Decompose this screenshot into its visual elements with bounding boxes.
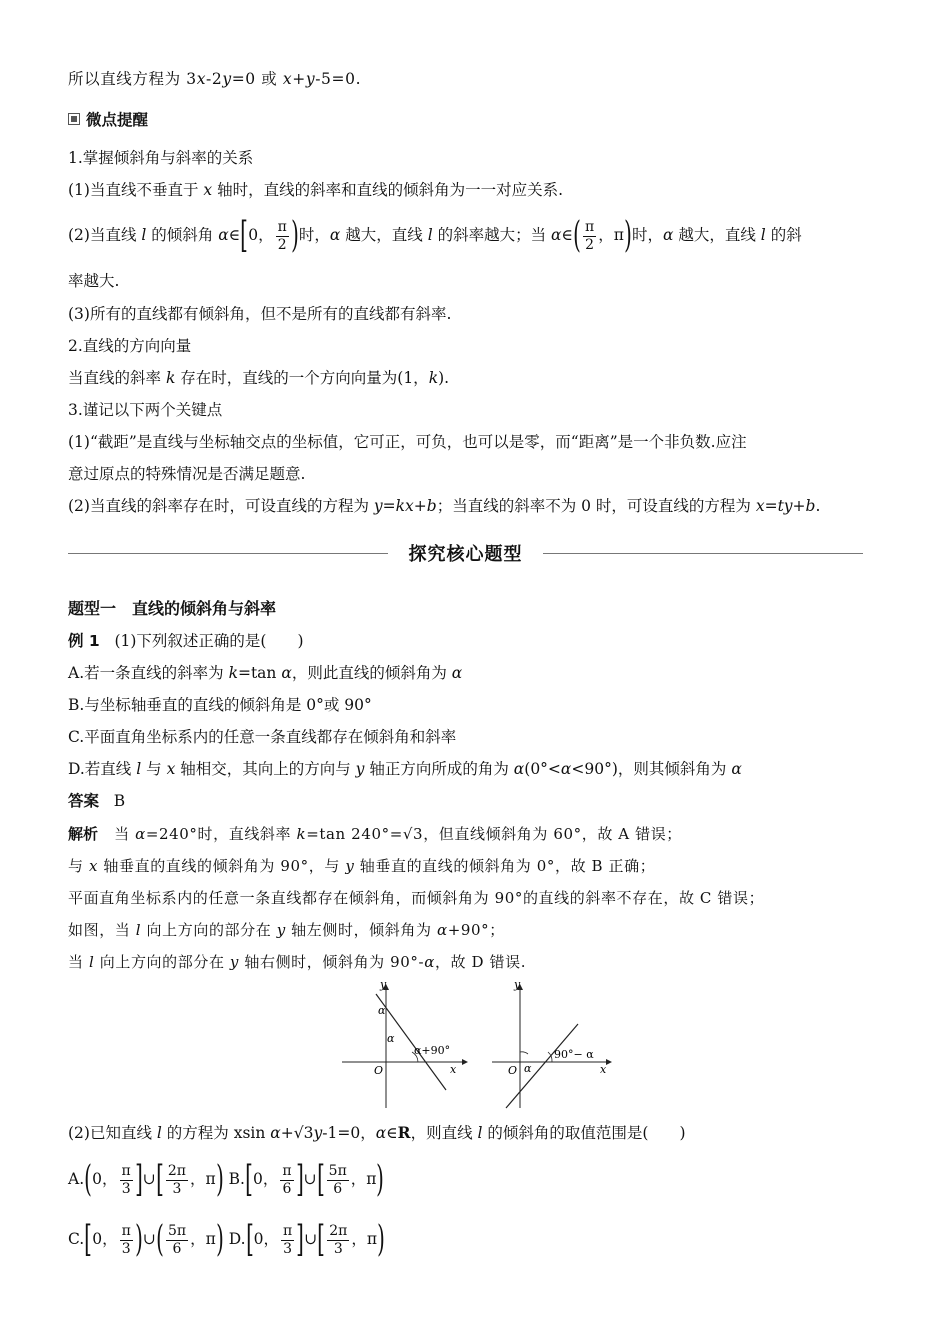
analysis-line-5: 当 l 向上方向的部分在 y 轴右侧时，倾斜角为 90°-α，故 D 错误. — [68, 953, 527, 971]
section-title: 探究核心题型 — [408, 544, 523, 565]
fraction: $\frac{\pi}{2}$ — [585, 218, 595, 253]
fraction: $\frac{\pi}{2}$ — [277, 218, 287, 253]
tip-line-11: (2)当直线的斜率存在时，可设直线的方程为 y=kx+b；当直线的斜率不为 0 时，可设直线的方程为 x=ty+b. — [68, 497, 821, 515]
tip-line-9: (1)“截距”是直线与坐标轴交点的坐标值，它可正，可负，也可以是零，而“距离”是一个非负数.应注 — [68, 433, 747, 451]
tip-line-7: 当直线的斜率 k 存在时，直线的一个方向向量为(1，k). — [68, 369, 450, 387]
y-label: y — [514, 980, 521, 991]
section-header — [68, 540, 863, 570]
x-axis-arrow-icon — [462, 1059, 468, 1065]
options-row-2 — [68, 1216, 385, 1262]
analysis-line-2: 与 x 轴垂直的直线的倾斜角为 90°，与 y 轴垂直的直线的倾斜角为 0°，故 B 正确； — [68, 857, 656, 875]
tip-line-4: 率越大. — [68, 272, 120, 290]
x-label: x — [450, 1063, 457, 1076]
y-label: y — [380, 980, 387, 991]
figure-right-line — [488, 980, 618, 1110]
answer-line: 答案 B — [68, 792, 126, 810]
analysis-line-4: 如图，当 l 向上方向的部分在 y 轴左侧时，倾斜角为 α+90°； — [68, 921, 505, 939]
x-axis-arrow-icon — [606, 1059, 612, 1065]
tip-line-8: 3.谨记以下两个关键点 — [68, 401, 223, 419]
x-label: x — [600, 1063, 607, 1076]
angle-arc — [520, 1052, 528, 1054]
options-row-1 — [68, 1156, 385, 1202]
tip-line-3: (2)当直线 l 的倾斜角 α∈[0， $\frac{\pi}{2}$ )时，α 越大，直线 l 的斜率越大；当 α∈( $\frac{\pi}{2}$ ，π)时，α 越大，直线 l 的斜 — [68, 215, 802, 256]
angle-label: α — [378, 1004, 386, 1017]
tip-heading: 微点提醒 — [68, 108, 148, 130]
angle-label: α — [387, 1032, 395, 1045]
angle-label: α — [524, 1062, 532, 1075]
tip-line-6: 2.直线的方向向量 — [68, 337, 192, 355]
question-type-title: 题型一 直线的倾斜角与斜率 — [68, 599, 277, 618]
origin-label: O — [374, 1064, 384, 1077]
option-a-range: A.(0， $\frac{\pi}{3}$ ]∪[ $\frac{2\pi}{3}$ ，π) — [68, 1159, 224, 1200]
option-c: C.平面直角坐标系内的任意一条直线都存在倾斜角和斜率 — [68, 728, 457, 746]
option-a: A.若一条直线的斜率为 k=tan α，则此直线的倾斜角为 α — [68, 664, 463, 682]
angle-label: α+90° — [414, 1044, 451, 1057]
option-b-range: B.[0， $\frac{\pi}{6}$ ]∪[ $\frac{5\pi}{6}$ ，π) — [228, 1159, 385, 1200]
option-b: B.与坐标轴垂直的直线的倾斜角是 0°或 90° — [68, 696, 372, 714]
analysis-line-1: 解析 当 α=240°时，直线斜率 k=tan 240°=√3，但直线倾斜角为 60°，故 A 错误； — [68, 825, 682, 843]
option-c-range: C.[0， $\frac{\pi}{3}$ )∪( $\frac{5\pi}{6}$ ，π) — [68, 1219, 224, 1260]
solution-conclusion-line: 所以直线方程为 3x-2y=0 或 x+y-5=0. — [68, 70, 362, 88]
option-d-range: D.[0， $\frac{\pi}{3}$ ]∪[ $\frac{2\pi}{3}$ ，π) — [228, 1219, 385, 1260]
option-d: D.若直线 l 与 x 轴相交，其向上的方向与 y 轴正方向所成的角为 α(0°<α<90°)，则其倾斜角为 α — [68, 760, 742, 778]
example-question-1: 例 1 (1)下列叙述正确的是( ) — [68, 632, 304, 650]
example-question-2: (2)已知直线 l 的方程为 xsin α+√3y-1=0，α∈R，则直线 l 的倾斜角的取值范围是( ) — [68, 1123, 686, 1142]
figure-left-line — [338, 980, 468, 1110]
tip-line-5: (3)所有的直线都有倾斜角，但不是所有的直线都有斜率. — [68, 305, 452, 323]
origin-label: O — [508, 1064, 518, 1077]
tip-line-2: (1)当直线不垂直于 x 轴时，直线的斜率和直线的倾斜角为一一对应关系. — [68, 181, 563, 199]
analysis-line-3: 平面直角坐标系内的任意一条直线都存在倾斜角，而倾斜角为 90°的直线的斜率不存在，故 C 错误； — [68, 889, 765, 907]
square-bullet-icon — [68, 113, 80, 125]
tip-line-1: 1.掌握倾斜角与斜率的关系 — [68, 149, 254, 167]
tip-line-10: 意过原点的特殊情况是否满足题意. — [68, 465, 306, 483]
angle-label: 90°− α — [554, 1048, 594, 1061]
